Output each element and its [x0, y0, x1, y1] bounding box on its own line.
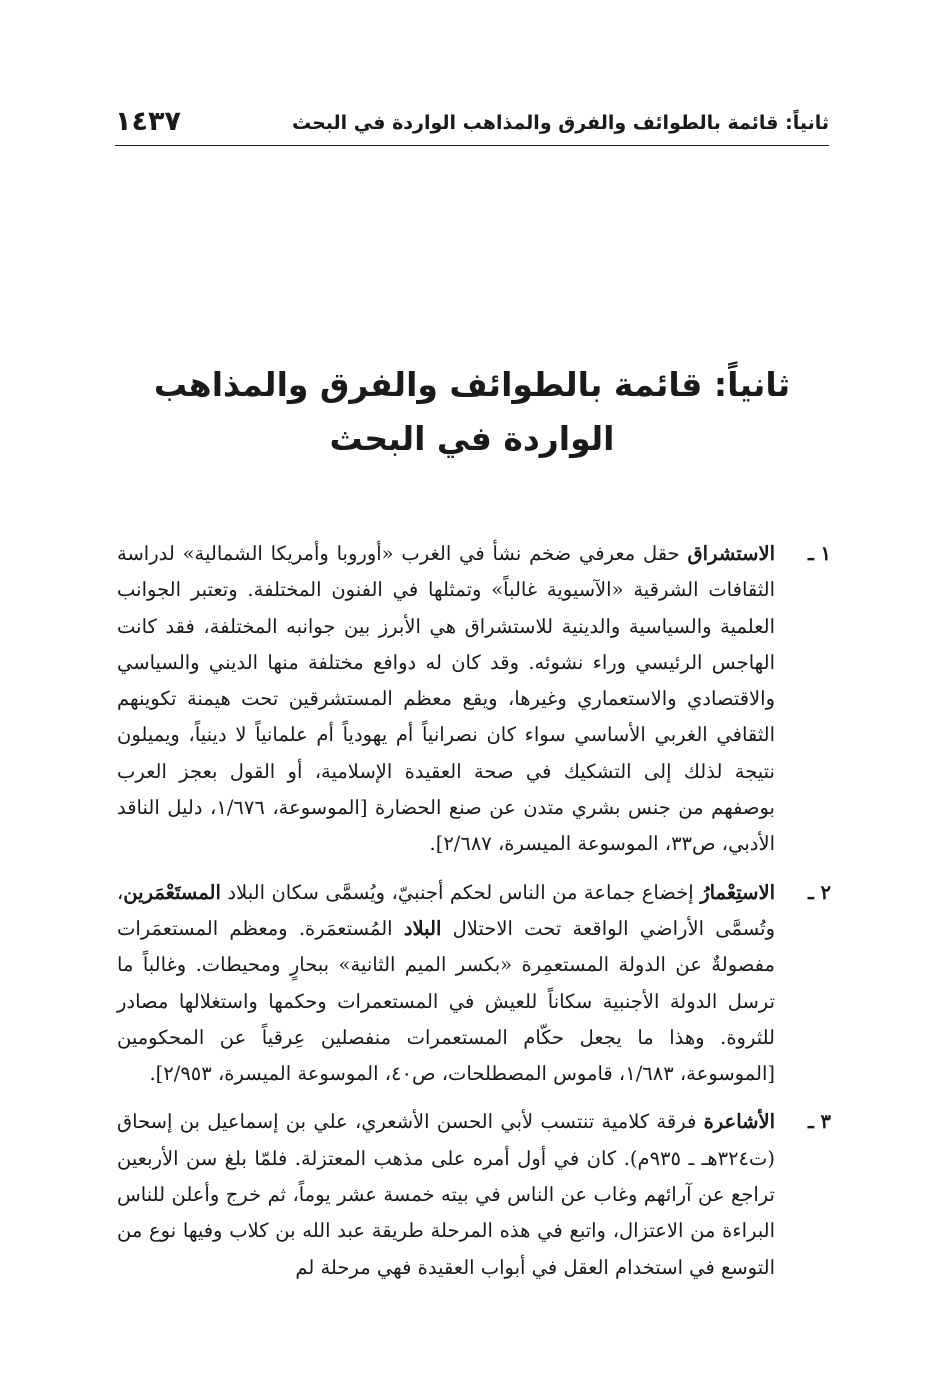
entry-number: ٣ ـ — [808, 1110, 831, 1134]
entry-term: الاستِعْمارُ — [700, 880, 776, 904]
entries-list — [117, 536, 831, 1298]
running-title: ثانياً: قائمة بالطوائف والفرق والمذاهب الواردة في البحث — [291, 112, 829, 134]
entry-text: حقل معرفي ضخم نشأ في الغرب «أوروبا وأمريكا الشمالية» لدراسة الثقافات الشرقية «الآسيوية غالباً» وتمثلها في الفنون المختلفة. وتعتبر الجوانب العلمية والسياسية والدينية للاستشراق هي الأبرز بين جوانبه المختلفة، فقد كانت الهاجس الرئيسي وراء نشوئه. وقد كان له دوافع مختلفة منها الديني والسياسي والاقتصادي والاستعماري وغيرها، ويقع معظم المستشرقين تحت هيمنة تكوينهم الثقافي الغربي الأساسي سواء كان نصرانياً أم يهودياً أم علمانياً لا دينياً، ويميلون نتيجة لذلك إلى التشكيك في صحة العقيدة الإسلامية، أو القول بعجز العرب بوصفهم من جنس بشري متدن عن صنع الحضارة [الموسوعة، ١/٦٧٦، دليل الناقد الأدبي، ص٣٣، الموسوعة الميسرة، ٢/٦٨٧]. — [117, 542, 775, 856]
entry-text: فرقة كلامية تنتسب لأبي الحسن الأشعري، علي بن إسماعيل بن إسحاق (ت٣٢٤هـ ـ ٩٣٥م). كان في أول أمره على مذهب المعتزلة. فلمّا بلغ سن الأربعين تراجع عن آرائهم وغاب عن الناس في بيته خمسة عشر يوماً، ثم خرج وأعلن للناس البراءة من الاعتزال، واتبع في هذه المرحلة طريقة عبد الله بن كلاب وفيها نوع من التوسع في استخدام العقل في أبواب العقيدة فهي مرحلة لم — [117, 1110, 775, 1279]
running-header — [115, 100, 829, 146]
entry-number: ٢ ـ — [808, 880, 831, 904]
entry-1 — [117, 536, 831, 863]
entry-number: ١ ـ — [808, 542, 831, 565]
entry-term: الأشاعرة — [703, 1110, 776, 1134]
entry-term: الاستشراق — [687, 542, 775, 565]
page-number: ١٤٣٧ — [115, 106, 181, 137]
entry-3 — [117, 1104, 831, 1285]
entry-text: المُستعمَرة. ومعظم المستعمَرات مفصولةٌ عن الدولة المستعمِرة «بكسر الميم الثانية» ببحارٍ ومحيطات. وغالباً ما ترسل الدولة الأجنبية سكاناً للعيش في المستعمرات وحكمها واستغلالها مصادر للثروة. وهذا ما يجعل حكّام المستعمرات منفصلين عِرقياً عن المحكومين [الموسوعة، ١/٦٨٣، قاموس المصطلحات، ص٤٠، الموسوعة الميسرة، ٢/٩٥٣]. — [117, 916, 775, 1086]
entry-bold-text: البلاد — [403, 916, 442, 940]
entry-bold-text: المستَعْمَرين — [123, 880, 221, 904]
chapter-title — [115, 358, 829, 466]
entry-text: إخضاع جماعة من الناس لحكم أجنبيّ، ويُسمَّى سكان البلاد — [227, 880, 694, 904]
entry-text: ، وتُسمَّى الأراضي الواقعة تحت الاحتلال — [117, 880, 775, 940]
entry-2 — [117, 875, 831, 1093]
chapter-title-line-1: ثانياً: قائمة بالطوائف والفرق والمذاهب — [153, 365, 791, 404]
chapter-title-line-2: الواردة في البحث — [329, 419, 615, 458]
